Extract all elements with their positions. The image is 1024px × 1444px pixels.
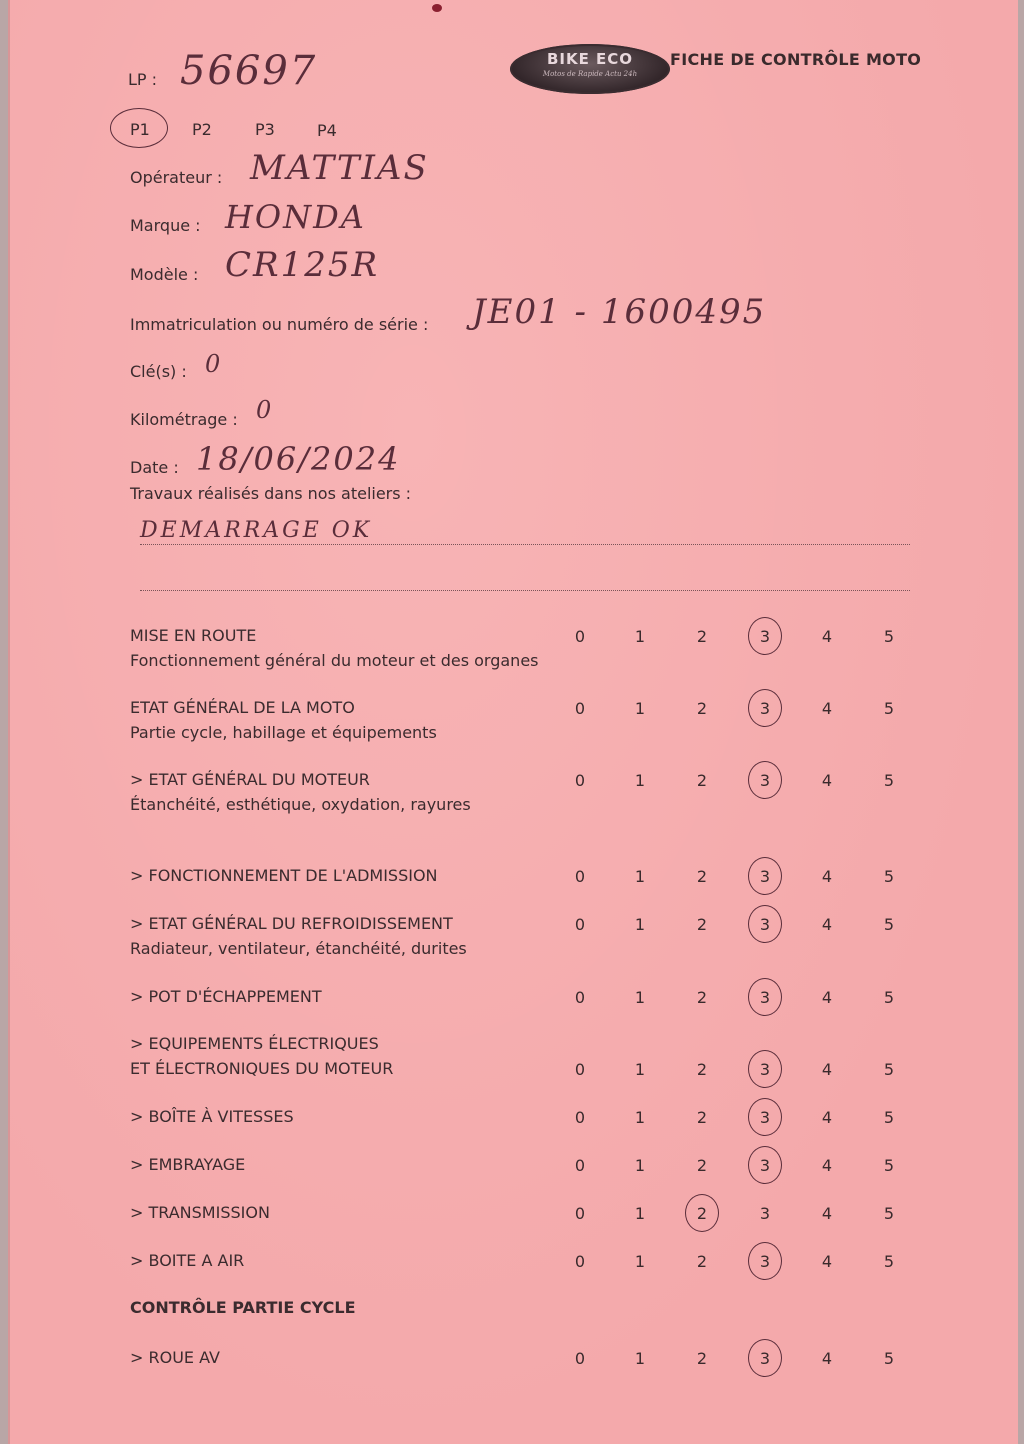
position-p3[interactable]: P3 bbox=[255, 120, 275, 139]
score-option-5[interactable]: 5 bbox=[883, 915, 895, 934]
score-option-5[interactable]: 5 bbox=[883, 867, 895, 886]
selected-score-circle bbox=[748, 1242, 782, 1280]
row-title: > ROUE AV bbox=[130, 1348, 220, 1367]
selected-score-circle bbox=[748, 857, 782, 895]
row-title: > FONCTIONNEMENT DE L'ADMISSION bbox=[130, 866, 438, 885]
score-option-1[interactable]: 1 bbox=[634, 1156, 646, 1175]
date-label: Date : bbox=[130, 458, 179, 477]
score-option-2[interactable]: 2 bbox=[696, 627, 708, 646]
selected-score-circle bbox=[685, 1194, 719, 1232]
row-title: > BOÎTE À VITESSES bbox=[130, 1107, 294, 1126]
operateur-value[interactable]: MATTIAS bbox=[250, 148, 429, 188]
score-option-2[interactable]: 2 bbox=[696, 1252, 708, 1271]
row-title: > ETAT GÉNÉRAL DU MOTEUR bbox=[130, 770, 370, 789]
position-p1[interactable]: P1 bbox=[130, 120, 150, 139]
marque-value[interactable]: HONDA bbox=[225, 198, 366, 236]
score-option-3[interactable]: 3 bbox=[759, 627, 771, 646]
selected-score-circle bbox=[748, 1098, 782, 1136]
row-title: > POT D'ÉCHAPPEMENT bbox=[130, 987, 322, 1006]
form-sheet bbox=[8, 0, 1018, 1444]
score-option-2[interactable]: 2 bbox=[696, 1156, 708, 1175]
date-value[interactable]: 18/06/2024 bbox=[196, 440, 401, 478]
p1-selection-circle bbox=[110, 108, 168, 148]
score-option-1[interactable]: 1 bbox=[634, 627, 646, 646]
selected-score-circle bbox=[748, 617, 782, 655]
score-option-1[interactable]: 1 bbox=[634, 1108, 646, 1127]
score-option-0[interactable]: 0 bbox=[574, 1156, 586, 1175]
score-option-0[interactable]: 0 bbox=[574, 988, 586, 1007]
position-p2[interactable]: P2 bbox=[192, 120, 212, 139]
score-option-0[interactable]: 0 bbox=[574, 1060, 586, 1079]
bike-eco-logo bbox=[510, 44, 670, 94]
score-option-4[interactable]: 4 bbox=[821, 1349, 833, 1368]
cles-value[interactable]: 0 bbox=[205, 350, 223, 378]
immatriculation-label: Immatriculation ou numéro de série : bbox=[130, 315, 429, 334]
score-option-3[interactable]: 3 bbox=[759, 867, 771, 886]
score-option-2[interactable]: 2 bbox=[696, 1060, 708, 1079]
cles-label: Clé(s) : bbox=[130, 362, 187, 381]
score-option-3[interactable]: 3 bbox=[759, 1108, 771, 1127]
travaux-value[interactable]: DEMARRAGE OK bbox=[140, 518, 373, 543]
row-title: > TRANSMISSION bbox=[130, 1203, 270, 1222]
marque-label: Marque : bbox=[130, 216, 201, 235]
score-option-1[interactable]: 1 bbox=[634, 771, 646, 790]
score-option-5[interactable]: 5 bbox=[883, 1156, 895, 1175]
row-title: > EMBRAYAGE bbox=[130, 1155, 246, 1174]
score-option-4[interactable]: 4 bbox=[821, 1252, 833, 1271]
score-option-5[interactable]: 5 bbox=[883, 1349, 895, 1368]
score-option-0[interactable]: 0 bbox=[574, 1349, 586, 1368]
score-option-3[interactable]: 3 bbox=[759, 1204, 771, 1223]
modele-value[interactable]: CR125R bbox=[225, 245, 380, 285]
lp-label: LP : bbox=[128, 70, 158, 89]
score-option-1[interactable]: 1 bbox=[634, 915, 646, 934]
travaux-line-1 bbox=[140, 544, 910, 545]
score-option-0[interactable]: 0 bbox=[574, 1108, 586, 1127]
selected-score-circle bbox=[748, 761, 782, 799]
score-option-0[interactable]: 0 bbox=[574, 867, 586, 886]
score-option-0[interactable]: 0 bbox=[574, 915, 586, 934]
selected-score-circle bbox=[748, 689, 782, 727]
form-title: FICHE DE CONTRÔLE MOTO bbox=[670, 50, 922, 69]
score-option-1[interactable]: 1 bbox=[634, 1204, 646, 1223]
logo-text: BIKE ECO bbox=[546, 50, 634, 68]
score-option-1[interactable]: 1 bbox=[634, 699, 646, 718]
row-title: MISE EN ROUTE bbox=[130, 626, 257, 645]
score-option-5[interactable]: 5 bbox=[883, 1204, 895, 1223]
score-option-2[interactable]: 2 bbox=[696, 988, 708, 1007]
score-option-5[interactable]: 5 bbox=[883, 771, 895, 790]
score-option-1[interactable]: 1 bbox=[634, 867, 646, 886]
selected-score-circle bbox=[748, 978, 782, 1016]
logo-subtext: Motos de Rapide Actu 24h bbox=[542, 70, 638, 78]
score-option-2[interactable]: 2 bbox=[696, 1204, 708, 1223]
score-option-1[interactable]: 1 bbox=[634, 1060, 646, 1079]
travaux-line-2 bbox=[140, 590, 910, 591]
kilometrage-value[interactable]: 0 bbox=[256, 396, 274, 424]
score-option-2[interactable]: 2 bbox=[696, 867, 708, 886]
score-option-0[interactable]: 0 bbox=[574, 1204, 586, 1223]
row-title: > ETAT GÉNÉRAL DU REFROIDISSEMENT bbox=[130, 914, 453, 933]
row-subtitle: Partie cycle, habillage et équipements bbox=[130, 723, 437, 742]
score-option-3[interactable]: 3 bbox=[759, 1349, 771, 1368]
selected-score-circle bbox=[748, 1339, 782, 1377]
travaux-label: Travaux réalisés dans nos ateliers : bbox=[130, 484, 412, 503]
score-option-1[interactable]: 1 bbox=[634, 1252, 646, 1271]
operateur-label: Opérateur : bbox=[130, 168, 223, 187]
score-option-4[interactable]: 4 bbox=[821, 699, 833, 718]
row-subtitle: Fonctionnement général du moteur et des organes bbox=[130, 651, 539, 670]
score-option-3[interactable]: 3 bbox=[759, 1156, 771, 1175]
row-title: > EQUIPEMENTS ÉLECTRIQUES bbox=[130, 1034, 379, 1053]
score-option-4[interactable]: 4 bbox=[821, 867, 833, 886]
score-option-5[interactable]: 5 bbox=[883, 1108, 895, 1127]
score-option-5[interactable]: 5 bbox=[883, 627, 895, 646]
row-subtitle: ET ÉLECTRONIQUES DU MOTEUR bbox=[130, 1059, 394, 1078]
score-option-4[interactable]: 4 bbox=[821, 771, 833, 790]
row-subtitle: Étanchéité, esthétique, oxydation, rayures bbox=[130, 795, 471, 814]
score-option-4[interactable]: 4 bbox=[821, 1060, 833, 1079]
score-option-3[interactable]: 3 bbox=[759, 915, 771, 934]
score-option-0[interactable]: 0 bbox=[574, 1252, 586, 1271]
score-option-0[interactable]: 0 bbox=[574, 771, 586, 790]
score-option-2[interactable]: 2 bbox=[696, 771, 708, 790]
score-option-2[interactable]: 2 bbox=[696, 699, 708, 718]
kilometrage-label: Kilométrage : bbox=[130, 410, 238, 429]
row-title: ETAT GÉNÉRAL DE LA MOTO bbox=[130, 698, 355, 717]
lp-value[interactable]: 56697 bbox=[180, 48, 318, 94]
score-option-2[interactable]: 2 bbox=[696, 1108, 708, 1127]
score-option-5[interactable]: 5 bbox=[883, 699, 895, 718]
score-option-0[interactable]: 0 bbox=[574, 699, 586, 718]
row-title: > BOITE A AIR bbox=[130, 1251, 245, 1270]
score-option-4[interactable]: 4 bbox=[821, 1204, 833, 1223]
score-option-2[interactable]: 2 bbox=[696, 1349, 708, 1368]
ink-spot bbox=[432, 4, 442, 12]
score-option-1[interactable]: 1 bbox=[634, 988, 646, 1007]
position-p4[interactable]: P4 bbox=[317, 121, 337, 140]
score-option-0[interactable]: 0 bbox=[574, 627, 586, 646]
modele-label: Modèle : bbox=[130, 265, 199, 284]
score-option-4[interactable]: 4 bbox=[821, 915, 833, 934]
score-option-2[interactable]: 2 bbox=[696, 915, 708, 934]
score-option-4[interactable]: 4 bbox=[821, 627, 833, 646]
score-option-3[interactable]: 3 bbox=[759, 1252, 771, 1271]
score-option-5[interactable]: 5 bbox=[883, 1060, 895, 1079]
score-option-4[interactable]: 4 bbox=[821, 988, 833, 1007]
selected-score-circle bbox=[748, 1050, 782, 1088]
score-option-3[interactable]: 3 bbox=[759, 699, 771, 718]
selected-score-circle bbox=[748, 905, 782, 943]
row-subtitle: Radiateur, ventilateur, étanchéité, durites bbox=[130, 939, 467, 958]
score-option-5[interactable]: 5 bbox=[883, 1252, 895, 1271]
immatriculation-value[interactable]: JE01 - 1600495 bbox=[472, 292, 767, 332]
score-option-4[interactable]: 4 bbox=[821, 1156, 833, 1175]
score-option-1[interactable]: 1 bbox=[634, 1349, 646, 1368]
selected-score-circle bbox=[748, 1146, 782, 1184]
score-option-4[interactable]: 4 bbox=[821, 1108, 833, 1127]
score-option-3[interactable]: 3 bbox=[759, 771, 771, 790]
score-option-3[interactable]: 3 bbox=[759, 988, 771, 1007]
score-option-5[interactable]: 5 bbox=[883, 988, 895, 1007]
section-controle-partie-cycle: CONTRÔLE PARTIE CYCLE bbox=[130, 1298, 356, 1317]
score-option-3[interactable]: 3 bbox=[759, 1060, 771, 1079]
